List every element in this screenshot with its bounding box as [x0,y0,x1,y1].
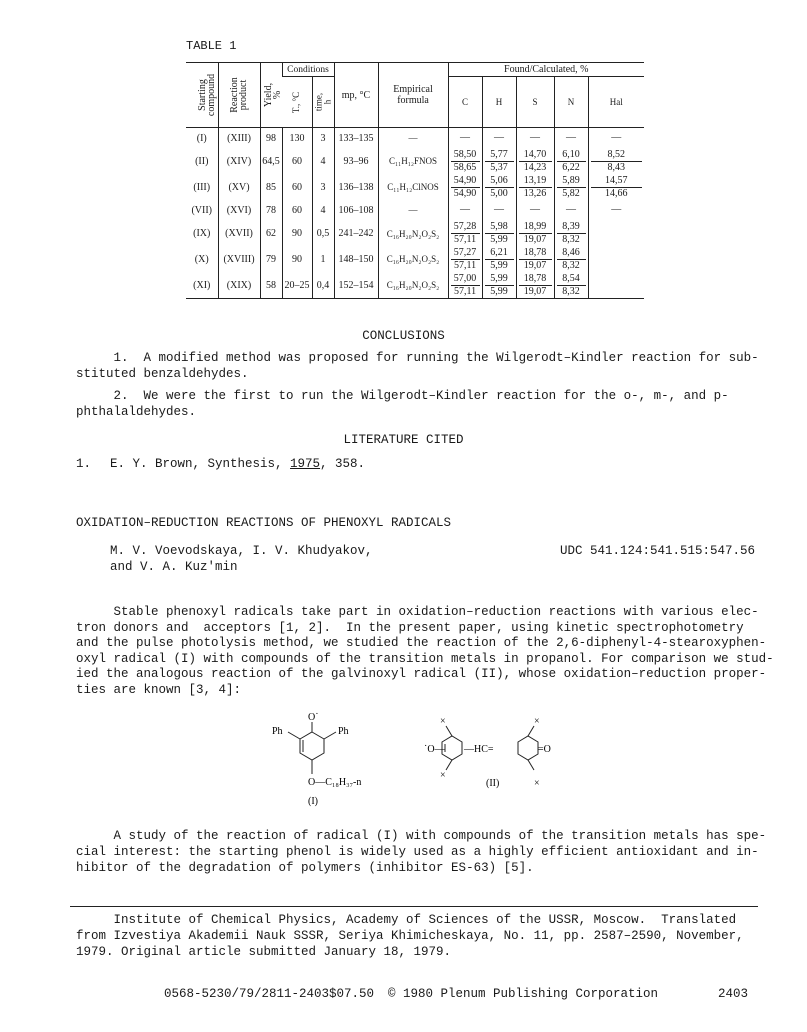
cell-time: 1 [312,246,334,272]
header-c: C [448,77,482,128]
calculated-value: 5,99 [490,234,508,246]
header-mp: mp, °C [334,63,378,128]
cell-formula: — [378,128,448,149]
cell-n: — [554,200,588,221]
structure-i-oxygen: O˙ [308,712,319,723]
cell-c [448,221,482,247]
cell-c [448,174,482,200]
cell-time: 4 [312,200,334,221]
cell-start: (IX) [193,228,211,240]
literature-heading: LITERATURE CITED [343,433,464,447]
table-row [186,221,644,247]
found-value: 5,99 [485,273,514,286]
article-title: OXIDATION–REDUCTION REACTIONS OF PHENOXYL RADICALS [76,516,452,530]
calculated-value: 6,22 [562,161,580,173]
cell-n [554,272,588,298]
header-starting-compound: Starting compound [186,63,218,128]
tert-butyl-mark-1: × [440,716,446,727]
cell-c [448,246,482,272]
found-value: 54,90 [451,175,480,188]
found-value: 57,00 [451,273,480,286]
cell-yield: 58 [260,272,282,298]
header-s: S [516,77,554,128]
cell-product: (XIX) [218,272,260,298]
authors-line-2: and V. A. Kuz'min [110,560,238,574]
header-hal: Hal [588,77,644,128]
found-value: 18,99 [519,221,552,234]
cell-mp: 106–108 [334,200,378,221]
calculated-value: 19,07 [523,259,547,271]
cell-start: (XI) [186,272,218,298]
intro-line: ied the analogous reaction of the galvinoxyl radical (II), whose oxidation–reduction proper- [76,667,767,681]
cell-time: 3 [312,128,334,149]
cell-yield: 78 [260,200,282,221]
calculated-value: 5,82 [562,187,580,199]
cell-hal [588,272,644,298]
found-value: 13,19 [519,175,552,188]
cell-s: — [516,200,554,221]
cell-yield: 98 [260,128,282,149]
calculated-value: 5,37 [490,161,508,173]
table-row [186,128,644,149]
cell-formula: C₁₆H₂₀N₂O₂S₂ [378,221,448,247]
article-code: 0568-5230/79/2811-2403$07.50 [164,987,375,1001]
study-line: A study of the reaction of radical (I) with compounds of the transition metals has spe- [76,829,767,843]
cell-n: — [554,128,588,149]
cell-yield: 85 [260,174,282,200]
calculated-value: 5,99 [490,259,508,271]
cell-s: — [516,128,554,149]
cell-temp: 20–25 [282,272,312,298]
cell-h [482,246,516,272]
cell-hal [588,149,644,175]
found-value: 8,39 [557,221,586,234]
calculated-value: 57,11 [453,285,477,297]
header-conditions: Conditions [282,63,334,77]
cell-temp: 130 [282,128,312,149]
cell-hal [588,174,644,200]
header-time: time, h [312,77,334,128]
found-value: 14,70 [519,149,552,162]
cell-n [554,174,588,200]
cell-c: — [448,200,482,221]
study-line: hibitor of the degradation of polymers (inhibitor ES-63) [5]. [76,861,534,875]
table-row [186,272,644,298]
cell-mp: 133–135 [334,128,378,149]
calculated-value: 14,23 [523,161,547,173]
cell-start: (I) [196,132,207,144]
found-value: 8,46 [557,247,586,260]
cell-mp: 93–96 [334,149,378,175]
found-value: 58,50 [451,149,480,162]
chemical-structures [260,712,560,816]
literature-year: 1975 [290,457,321,471]
copyright: © 1980 Plenum Publishing Corporation [388,987,659,1001]
found-value: 14,57 [591,175,643,188]
calculated-value: 5,00 [490,187,508,199]
intro-line: oxyl radical (I) with compounds of the transition metals in propanol. For comparison we stud- [76,651,774,666]
cell-mp: 136–138 [334,174,378,200]
cell-n [554,221,588,247]
structure-i-ph-right: Ph [338,726,349,737]
cell-start: (VII) [191,204,213,216]
cell-product: (XV) [218,174,260,200]
cell-c [448,149,482,175]
literature-item-1: E. Y. Brown, Synthesis, 1975, 358. [110,457,366,471]
found-value: 5,89 [557,175,586,188]
affiliation-line: Institute of Chemical Physics, Academy of Sciences of the USSR, Moscow. Translated [76,913,737,927]
structure-i-ring [288,722,336,774]
results-table [186,62,644,299]
cell-yield: 62 [260,221,282,247]
conclusions-heading: CONCLUSIONS [362,329,445,343]
cell-temp: 60 [282,200,312,221]
cell-h [482,174,516,200]
found-value: 57,28 [451,221,480,234]
table-row [186,149,644,175]
cell-hal [588,246,644,272]
found-value: 18,78 [519,273,552,286]
found-value: 5,06 [485,175,514,188]
cell-yield: 64,5 [260,149,282,175]
calculated-value: 19,07 [523,285,547,297]
calculated-value: 8,32 [562,285,580,297]
calculated-value: 57,11 [453,259,477,271]
cell-product: (XVII) [218,221,260,247]
structure-i-label: (I) [308,796,318,807]
cell-start: (X) [194,253,209,265]
cell-temp: 60 [282,174,312,200]
udc-code: UDC 541.124:541.515:547.56 [560,544,756,558]
cell-h: — [482,200,516,221]
conclusion-2-line-1: 2. We were the first to run the Wilgerodt–Kindler reaction for the o-, m-, and p- [76,389,729,403]
cell-hal: — [588,128,644,149]
intro-line: Stable phenoxyl radicals take part in oxidation–reduction reactions with various elec- [76,605,759,619]
cell-s [516,221,554,247]
cell-c: — [448,128,482,149]
conclusion-1-line-2: stituted benzaldehydes. [76,367,249,381]
cell-n [554,149,588,175]
conclusion-2-line-2: phthalaldehydes. [76,405,197,419]
cell-formula: — [378,200,448,221]
cell-time: 0,4 [312,272,334,298]
cell-temp: 90 [282,221,312,247]
found-value: 6,10 [557,149,586,162]
found-value: 8,54 [557,273,586,286]
tert-butyl-mark-2: × [440,770,446,781]
cell-hal [588,221,644,247]
tert-butyl-mark-4: × [534,778,540,789]
header-reaction-product: Reaction product [218,63,260,128]
structure-ii-carbonyl: =O [538,744,551,755]
structure-i-ph-left: Ph [272,726,283,737]
cell-h [482,272,516,298]
cell-s [516,149,554,175]
study-line: cial interest: the starting phenol is widely used as a highly efficient antioxidant and in- [76,845,759,859]
cell-product: (XIV) [218,149,260,175]
calculated-value: 14,66 [605,187,628,199]
cell-h: — [482,128,516,149]
affiliation-line: 1979. Original article submitted January 18, 1979. [76,945,452,959]
cell-time: 3 [312,174,334,200]
table-row [186,200,644,221]
cell-hal: — [588,200,644,221]
cell-yield: 79 [260,246,282,272]
cell-mp: 148–150 [334,246,378,272]
calculated-value: 13,26 [523,187,547,199]
structure-ii-label: (II) [486,778,500,789]
table-caption: TABLE 1 [186,39,237,53]
structure-ii-methine: —HC= [464,744,494,755]
cell-product: (XVI) [218,200,260,221]
header-temperature: T., °C [282,77,312,128]
cell-product: (XVIII) [218,246,260,272]
cell-start: (II) [195,155,209,167]
found-value: 18,78 [519,247,552,260]
header-yield: Yield, % [260,63,282,128]
calculated-value: 5,99 [490,285,508,297]
cell-formula: C₁₁H₁₂FNOS [378,149,448,175]
cell-n [554,246,588,272]
found-value: 5,98 [485,221,514,234]
calculated-value: 19,07 [523,234,547,246]
calculated-value: 57,11 [453,234,477,246]
calculated-value: 8,32 [562,259,580,271]
cell-formula: C₁₆H₂₀N₂O₂S₂ [378,272,448,298]
literature-item-number: 1. [76,457,92,471]
table-row [186,174,644,200]
found-value: 57,27 [451,247,480,260]
cell-s [516,272,554,298]
authors-line-1: M. V. Voevodskaya, I. V. Khudyakov, [110,544,373,558]
cell-s [516,246,554,272]
calculated-value: 8,43 [607,161,626,173]
cell-time: 4 [312,149,334,175]
cell-temp: 60 [282,149,312,175]
structure-ii-oxygen-radical: ˙O— [424,744,445,755]
calculated-value: 58,65 [453,161,477,173]
found-value: 8,52 [591,149,643,162]
header-found-calculated: Found/Calculated, % [448,63,644,77]
header-formula: Empirical formula [378,63,448,128]
cell-h [482,149,516,175]
cell-formula: C₁₆H₂₀N₂O₂S₂ [378,246,448,272]
tert-butyl-mark-3: × [534,716,540,727]
intro-line: and the pulse photolysis method, we studied the reaction of the 2,6-diphenyl-4-stearoxyphen- [76,636,767,650]
cell-time: 0,5 [312,221,334,247]
cell-temp: 90 [282,246,312,272]
affiliation-line: from Izvestiya Akademii Nauk SSSR, Seriya Khimicheskaya, No. 11, pp. 2587–2590, November, [76,929,744,943]
found-value: 6,21 [485,247,514,260]
structure-i-substituent: O—C₁₈H₃₇-n [308,777,362,788]
cell-formula: C₁₁H₁₂ClNOS [378,174,448,200]
table-row [186,246,644,272]
cell-c [448,272,482,298]
conclusion-1-line-1: 1. A modified method was proposed for running the Wilgerodt–Kindler reaction for sub- [76,351,759,365]
calculated-value: 54,90 [453,187,477,199]
found-value: 5,77 [485,149,514,162]
cell-s [516,174,554,200]
cell-mp: 152–154 [334,272,378,298]
cell-mp: 241–242 [334,221,378,247]
cell-start: (III) [193,181,211,193]
header-n: N [554,77,588,128]
page-number: 2403 [718,987,749,1001]
intro-line: ties are known [3, 4]: [76,682,242,697]
footer-rule [70,906,758,907]
header-h: H [482,77,516,128]
intro-line: tron donors and acceptors [1, 2]. In the present paper, using kinetic spectrophotometry [76,620,744,635]
calculated-value: 8,32 [562,234,580,246]
cell-product: (XIII) [218,128,260,149]
cell-h [482,221,516,247]
